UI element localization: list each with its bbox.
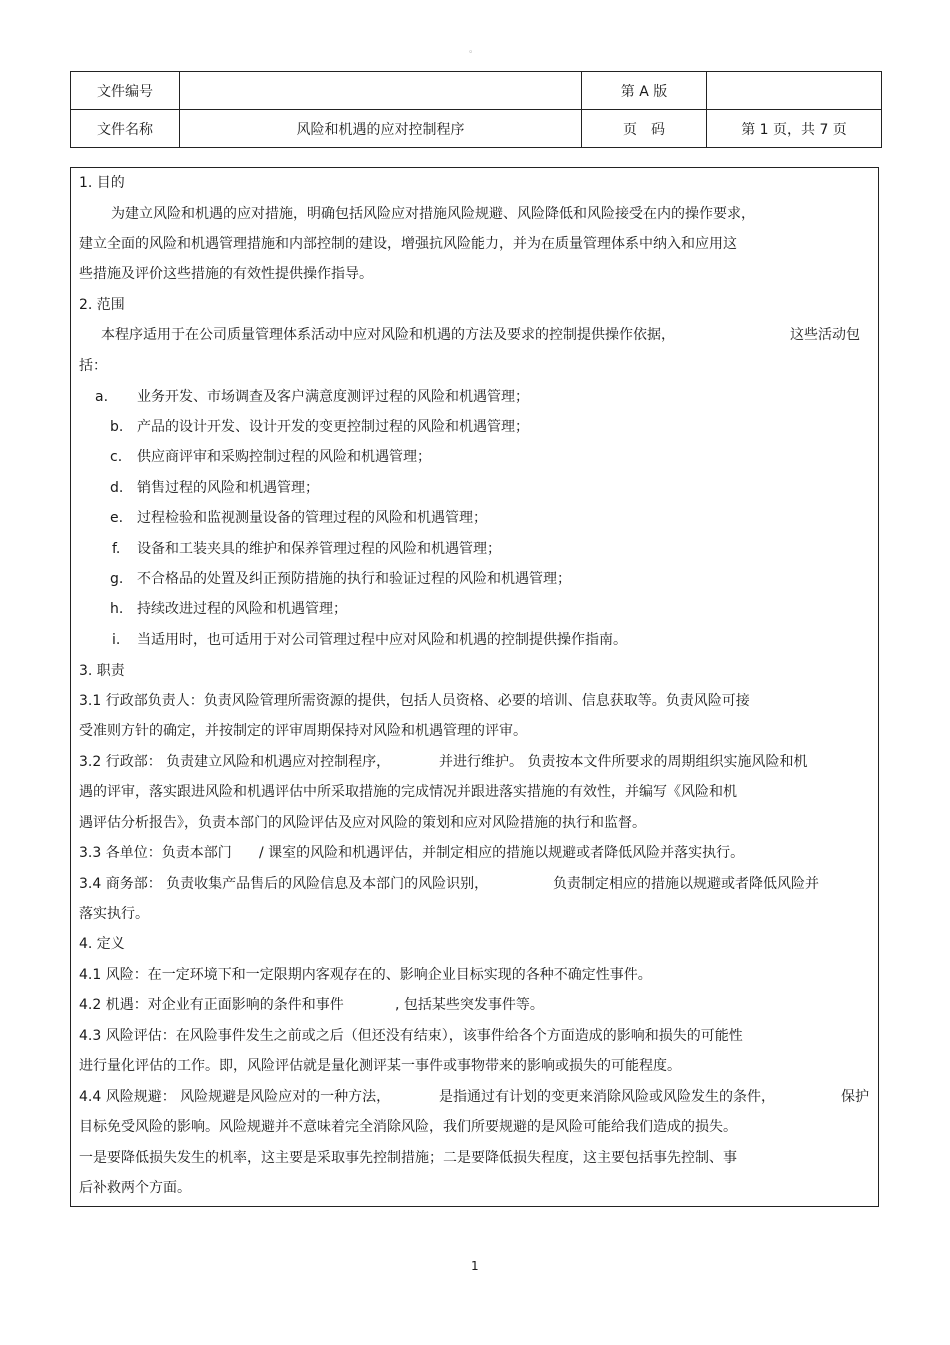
scope-item-text: 设备和工装夹具的维护和保养管理过程的风险和机遇管理；	[137, 541, 501, 557]
scope-item-text: 当适用时，也可适用于对公司管理过程中应对风险和机遇的控制提供操作指南。	[137, 632, 627, 648]
section-1-title: 1. 目的	[79, 175, 125, 191]
scope-item-marker: e.	[110, 510, 124, 526]
header-row-2	[71, 110, 882, 148]
section-2-title: 2. 范围	[79, 297, 125, 313]
definition-4-4-line-1a: 4.4 风险规避： 风险规避是风险应对的一种方法，	[79, 1089, 391, 1105]
doc-name-value: 风险和机遇的应对控制程序	[180, 110, 582, 148]
doc-no-value	[180, 72, 582, 110]
scope-item-text: 不合格品的处置及纠正预防措施的执行和验证过程的风险和机遇管理；	[137, 571, 571, 587]
section-2-para-line-1a: 本程序适用于在公司质量管理体系活动中应对风险和机遇的方法及要求的控制提供操作依据，	[101, 327, 675, 343]
header-row-1	[71, 72, 882, 110]
page-label: 页 码	[582, 110, 707, 148]
definition-4-2a: 4.2 机遇：对企业有正面影响的条件和事件	[79, 997, 344, 1013]
duty-3-2-line-1a: 3.2 行政部： 负责建立风险和机遇应对控制程序，	[79, 754, 391, 770]
top-mark: 。	[469, 45, 479, 55]
version-label: 第 A 版	[582, 72, 707, 110]
section-1-para-line-2: 建立全面的风险和机遇管理措施和内部控制的建设，增强抗风险能力，并为在质量管理体系中纳入和应用这	[79, 236, 737, 252]
document-header-table	[70, 71, 882, 148]
duty-3-2-line-1b: 并进行维护。 负责按本文件所要求的周期组织实施风险和机	[439, 754, 808, 770]
scope-item-marker: d.	[110, 480, 124, 496]
scope-item-marker: g.	[110, 571, 124, 587]
definition-4-4-line-2: 目标免受风险的影响。风险规避并不意味着完全消除风险，我们所要规避的是风险可能给我们造成的损失。	[79, 1119, 737, 1135]
doc-no-label: 文件编号	[71, 72, 180, 110]
duty-3-4-line-1b: 负责制定相应的措施以规避或者降低风险并	[553, 876, 819, 892]
definition-4-2b: , 包括某些突发事件等。	[395, 997, 544, 1013]
scope-item-text: 持续改进过程的风险和机遇管理；	[137, 601, 347, 617]
section-2-para-line-1b: 这些活动包	[790, 327, 860, 343]
definition-4-3-line-1: 4.3 风险评估：在风险事件发生之前或之后（但还没有结束），该事件给各个方面造成的影响和损失的可能性	[79, 1028, 743, 1044]
scope-item-marker: c.	[110, 449, 123, 465]
scope-item-marker: b.	[110, 419, 124, 435]
duty-3-2-line-3: 遇评估分析报告》，负责本部门的风险评估及应对风险的策划和应对风险措施的执行和监督。	[79, 815, 646, 831]
version-value	[707, 72, 882, 110]
document-body	[70, 167, 879, 1207]
page-value: 第 1 页，共 7 页	[707, 110, 882, 148]
definition-4-3-line-2: 进行量化评估的工作。即，风险评估就是量化测评某一事件或事物带来的影响或损失的可能程度。	[79, 1058, 681, 1074]
section-1-para-line-3: 些措施及评价这些措施的有效性提供操作指导。	[79, 266, 373, 282]
section-1-para-line-1: 为建立风险和机遇的应对措施，明确包括风险应对措施风险规避、风险降低和风险接受在内的操作要求，	[111, 206, 755, 222]
definition-4-4-line-4: 后补救两个方面。	[79, 1180, 191, 1196]
scope-item-marker: i.	[112, 632, 121, 648]
scope-item-marker: h.	[110, 601, 124, 617]
definition-4-1: 4.1 风险：在一定环境下和一定限期内客观存在的、影响企业目标实现的各种不确定性事件。	[79, 967, 652, 983]
definition-4-4-line-1b: 是指通过有计划的变更来消除风险或风险发生的条件，	[439, 1089, 775, 1105]
scope-item-text: 过程检验和监视测量设备的管理过程的风险和机遇管理；	[137, 510, 487, 526]
scope-item-marker: f.	[112, 541, 121, 557]
duty-3-4-line-1a: 3.4 商务部： 负责收集产品售后的风险信息及本部门的风险识别，	[79, 876, 489, 892]
definition-4-4-line-1c: 保护	[841, 1089, 869, 1105]
duty-3-2-line-2: 遇的评审，落实跟进风险和机遇评估中所采取措施的完成情况并跟进落实措施的有效性，并编写《风险和机	[79, 784, 737, 800]
page-number: 1	[471, 1259, 479, 1273]
scope-item-text: 销售过程的风险和机遇管理；	[137, 480, 319, 496]
section-4-title: 4. 定义	[79, 936, 125, 952]
section-3-title: 3. 职责	[79, 663, 125, 679]
scope-item-marker: a.	[95, 389, 109, 405]
duty-3-1-line-2: 受准则方针的确定，并按制定的评审周期保持对风险和机遇管理的评审。	[79, 723, 527, 739]
duty-3-3-line-1b: / 课室的风险和机遇评估，并制定相应的措施以规避或者降低风险并落实执行。	[259, 845, 745, 861]
duty-3-3-line-1a: 3.3 各单位：负责本部门	[79, 845, 232, 861]
section-2-para-line-2: 括：	[79, 358, 107, 374]
duty-3-1-line-1: 3.1 行政部负责人：负责风险管理所需资源的提供，包括人员资格、必要的培训、信息获取等。负责风险可接	[79, 693, 750, 709]
definition-4-4-line-3: 一是要降低损失发生的机率，这主要是采取事先控制措施；二是要降低损失程度，这主要包括事先控制、事	[79, 1150, 737, 1166]
scope-item-text: 产品的设计开发、设计开发的变更控制过程的风险和机遇管理；	[137, 419, 529, 435]
doc-name-label: 文件名称	[71, 110, 180, 148]
scope-item-text: 业务开发、市场调查及客户满意度测评过程的风险和机遇管理；	[137, 389, 529, 405]
duty-3-4-line-2: 落实执行。	[79, 906, 149, 922]
scope-item-text: 供应商评审和采购控制过程的风险和机遇管理；	[137, 449, 431, 465]
